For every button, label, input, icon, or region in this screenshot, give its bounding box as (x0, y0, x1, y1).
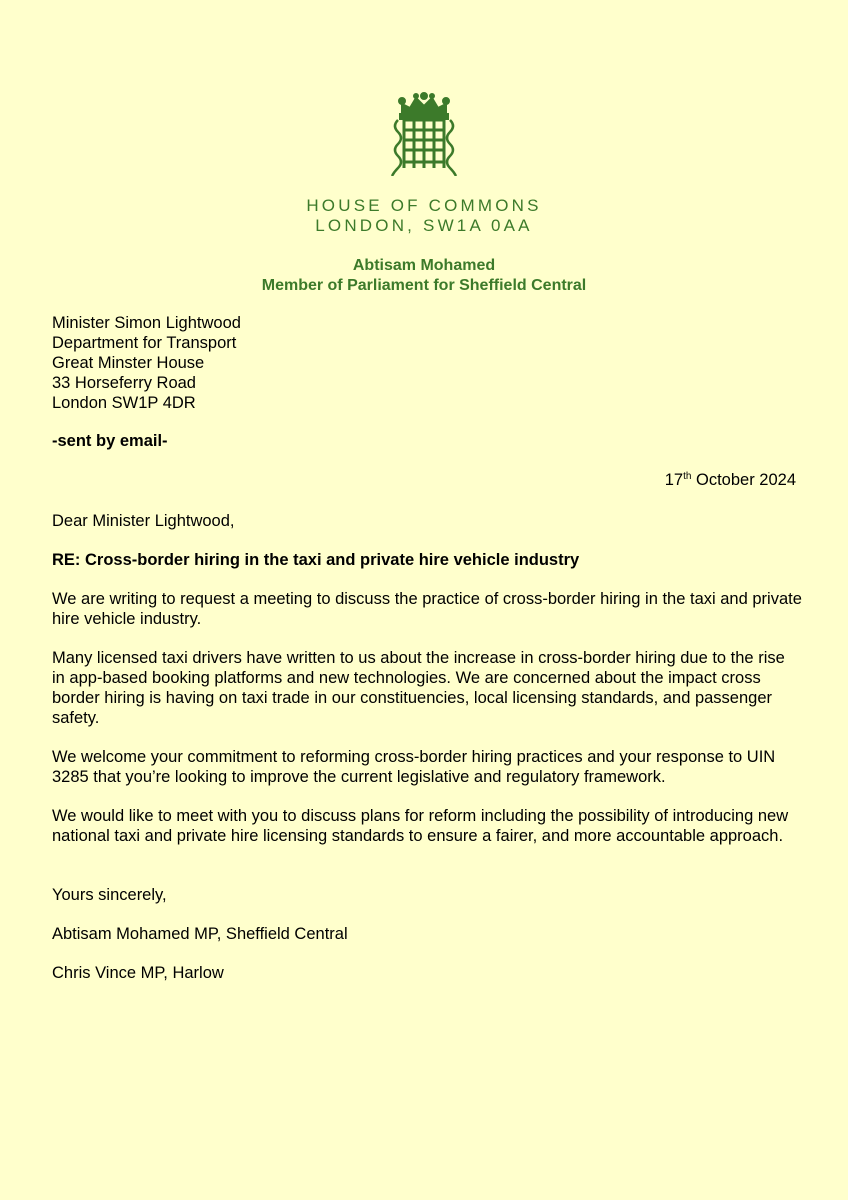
signatory: Abtisam Mohamed MP, Sheffield Central (52, 925, 348, 943)
letter-date (665, 470, 796, 490)
recipient-address (52, 313, 241, 413)
london-address-line: LONDON, SW1A 0AA (315, 216, 533, 235)
closing: Yours sincerely, (52, 886, 167, 904)
date-rest: October 2024 (691, 471, 796, 489)
date-suffix: th (683, 471, 692, 482)
house-of-commons-line: HOUSE OF COMMONS (306, 196, 542, 215)
recipient-line: Great Minster House (52, 354, 205, 372)
subject-line: RE: Cross-border hiring in the taxi and private hire vehicle industry (52, 551, 580, 569)
body-paragraph: We are writing to request a meeting to discuss the practice of cross-border hiring in the taxi and private hire vehicle industry. (52, 590, 802, 628)
body-paragraph: We would like to meet with you to discuss plans for reform including the possibility of introducing new national taxi and private hire licensing standards to ensure a fairer, and more accountable approach. (52, 807, 789, 845)
recipient-line: 33 Horseferry Road (52, 374, 196, 392)
recipient-line: London SW1P 4DR (52, 394, 196, 412)
mp-name: Abtisam Mohamed (352, 257, 496, 274)
body-paragraph: Many licensed taxi drivers have written to us about the increase in cross-border hiring due to the rise in app-based booking platforms and new technologies. We are concerned about the impact cross border hiring is having on taxi trade in our constituencies, local licensing standards, and passenger safety. (52, 649, 785, 727)
salutation: Dear Minister Lightwood, (52, 512, 235, 530)
portcullis-crest-icon (388, 92, 460, 176)
delivery-note: -sent by email- (52, 432, 168, 450)
mp-role: Member of Parliament for Sheffield Central (261, 277, 587, 294)
date-day: 17 (664, 471, 684, 489)
body-paragraph: We welcome your commitment to reforming cross-border hiring practices and your response to UIN 3285 that you’re looking to improve the current legislative and regulatory framework. (52, 748, 776, 786)
recipient-line: Minister Simon Lightwood (52, 314, 241, 332)
signatory: Chris Vince MP, Harlow (52, 964, 224, 982)
recipient-line: Department for Transport (52, 334, 237, 352)
